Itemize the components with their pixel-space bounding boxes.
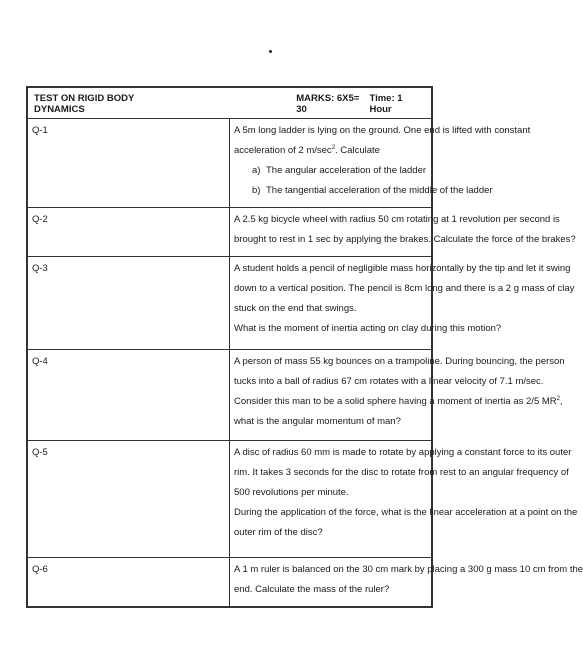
superscript: 2: [556, 396, 560, 402]
question-line-part: ,: [559, 396, 563, 407]
sub-question-a: [234, 161, 427, 181]
sub-question-text: The tangential acceleration of the middle of the ladder: [266, 185, 493, 196]
question-number: Q-4: [28, 350, 230, 441]
question-number: Q-2: [28, 208, 230, 257]
question-line: stuck on the end that swings.: [234, 303, 357, 314]
question-row-6: [28, 558, 432, 607]
question-line: brought to rest in 1 sec by applying the brakes. Calculate the force of the brakes?: [234, 234, 576, 245]
question-text: [230, 441, 578, 558]
question-text: [230, 558, 583, 607]
question-line: A disc of radius 60 mm is made to rotate by applying a constant force to its outer: [234, 447, 572, 458]
question-line: [234, 141, 427, 161]
question-line: 500 revolutions per minute.: [234, 487, 349, 498]
header-row: [28, 88, 432, 119]
sub-question-text: The angular acceleration of the ladder: [266, 165, 427, 176]
question-number: Q-1: [28, 119, 230, 208]
question-number: Q-5: [28, 441, 230, 558]
question-line: down to a vertical position. The pencil is 8cm long and there is a 2 g mass of clay: [234, 283, 575, 294]
question-line: What is the moment of inertia acting on clay during this motion?: [234, 323, 502, 334]
question-line: rim. It takes 3 seconds for the disc to rotate from rest to an angular frequency of: [234, 467, 569, 478]
sub-question-label: a): [252, 165, 261, 176]
question-number: Q-6: [28, 558, 230, 607]
question-line-part: . Calculate: [335, 145, 380, 156]
question-line: During the application of the force, what is the linear acceleration at a point on the: [234, 507, 578, 518]
question-line: what is the angular momentum of man?: [234, 416, 401, 427]
question-line: outer rim of the disc?: [234, 527, 323, 538]
question-text: [230, 119, 531, 208]
question-row-5: [28, 441, 432, 558]
question-row-3: [28, 257, 432, 350]
question-line-part: Consider this man to be a solid sphere having a moment of inertia as 2/5 MR: [234, 396, 557, 407]
question-text: [230, 257, 575, 350]
stray-dot-mark: [269, 50, 272, 53]
question-table: [27, 87, 583, 607]
question-line: A 2.5 kg bicycle wheel with radius 50 cm rotating at 1 revolution per second is: [234, 214, 560, 225]
superscript: 2: [331, 145, 336, 151]
question-line: tucks into a ball of radius 67 cm rotates with a linear velocity of 7.1 m/sec.: [234, 376, 544, 387]
question-text: [230, 208, 576, 257]
question-line: A person of mass 55 kg bounces on a trampoline. During bouncing, the person: [234, 356, 565, 367]
question-number: Q-3: [28, 257, 230, 350]
test-title: TEST ON RIGID BODY DYNAMICS: [34, 93, 135, 115]
test-sheet: [26, 86, 583, 608]
question-row-1: [28, 119, 432, 208]
sub-question-label: b): [252, 185, 261, 196]
question-line: A student holds a pencil of negligible mass horizontally by the tip and let it swing: [234, 263, 571, 274]
question-line: end. Calculate the mass of the ruler?: [234, 584, 390, 595]
question-line: [234, 392, 563, 412]
marks-label: MARKS: 6X5= 30: [296, 93, 360, 115]
question-row-4: [28, 350, 432, 441]
question-text: [230, 350, 565, 441]
question-line-part: acceleration of 2 m/sec: [234, 145, 332, 156]
sub-question-b: [234, 181, 493, 201]
question-line: A 5m long ladder is lying on the ground. One end is lifted with constant: [234, 125, 531, 136]
time-label: Time: 1 Hour: [369, 93, 403, 115]
question-line: A 1 m ruler is balanced on the 30 cm mark by placing a 300 g mass 10 cm from the: [234, 564, 583, 575]
question-row-2: [28, 208, 432, 257]
